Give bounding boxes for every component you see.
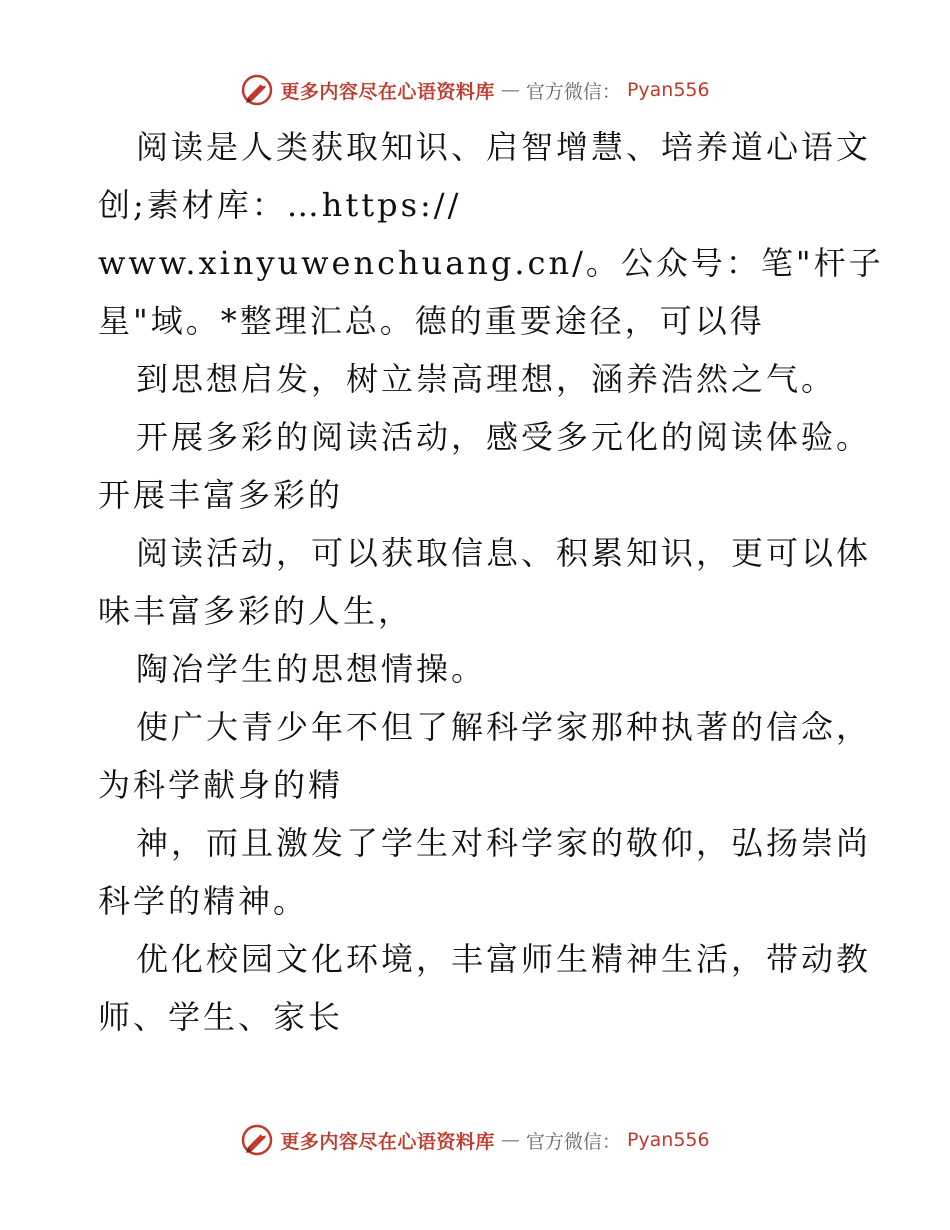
text-line: 陶冶学生的思想情操。	[136, 650, 487, 688]
text-line: 创;素材库：…https://	[98, 186, 462, 224]
text-line: 阅读活动，可以获取信息、积累知识，更可以体	[136, 534, 872, 572]
banner-wechat-label: 官方微信：	[525, 1130, 621, 1153]
footer-banner	[0, 1120, 950, 1160]
text-line: 为科学献身的精	[98, 766, 344, 804]
banner-wechat-id: Pyan556	[626, 1129, 710, 1151]
text-line: 开展多彩的阅读活动，感受多元化的阅读体验。	[136, 418, 872, 456]
banner-wechat-label: 官方微信：	[525, 80, 621, 103]
text-line: 到思想启发，树立崇高理想，涵养浩然之气。	[136, 360, 837, 398]
text-line: 开展丰富多彩的	[98, 476, 344, 514]
pen-logo-icon	[240, 1123, 274, 1157]
text-line: www.xinyuwenchuang.cn/。公众号：笔"杆子	[98, 244, 884, 282]
text-line: 师、学生、家长	[98, 998, 344, 1036]
banner-separator: —	[500, 1129, 520, 1151]
banner-title: 更多内容尽在心语资料库	[280, 80, 495, 103]
text-line: 星"域。*整理汇总。德的重要途径，可以得	[98, 302, 765, 340]
text-line: 科学的精神。	[98, 882, 309, 920]
document-body	[98, 118, 884, 1046]
pen-logo-icon	[240, 73, 274, 107]
text-line: 优化校园文化环境，丰富师生精神生活，带动教	[136, 940, 872, 978]
text-line: 阅读是人类获取知识、启智增慧、培养道心语文	[136, 128, 872, 166]
banner-separator: —	[500, 79, 520, 101]
text-line: 使广大青少年不但了解科学家那种执著的信念，	[136, 708, 872, 746]
banner-wechat-id: Pyan556	[626, 79, 710, 101]
text-line: 味丰富多彩的人生，	[98, 592, 414, 630]
header-banner	[0, 70, 950, 110]
text-line: 神，而且激发了学生对科学家的敬仰，弘扬崇尚	[136, 824, 872, 862]
banner-title: 更多内容尽在心语资料库	[280, 1130, 495, 1153]
